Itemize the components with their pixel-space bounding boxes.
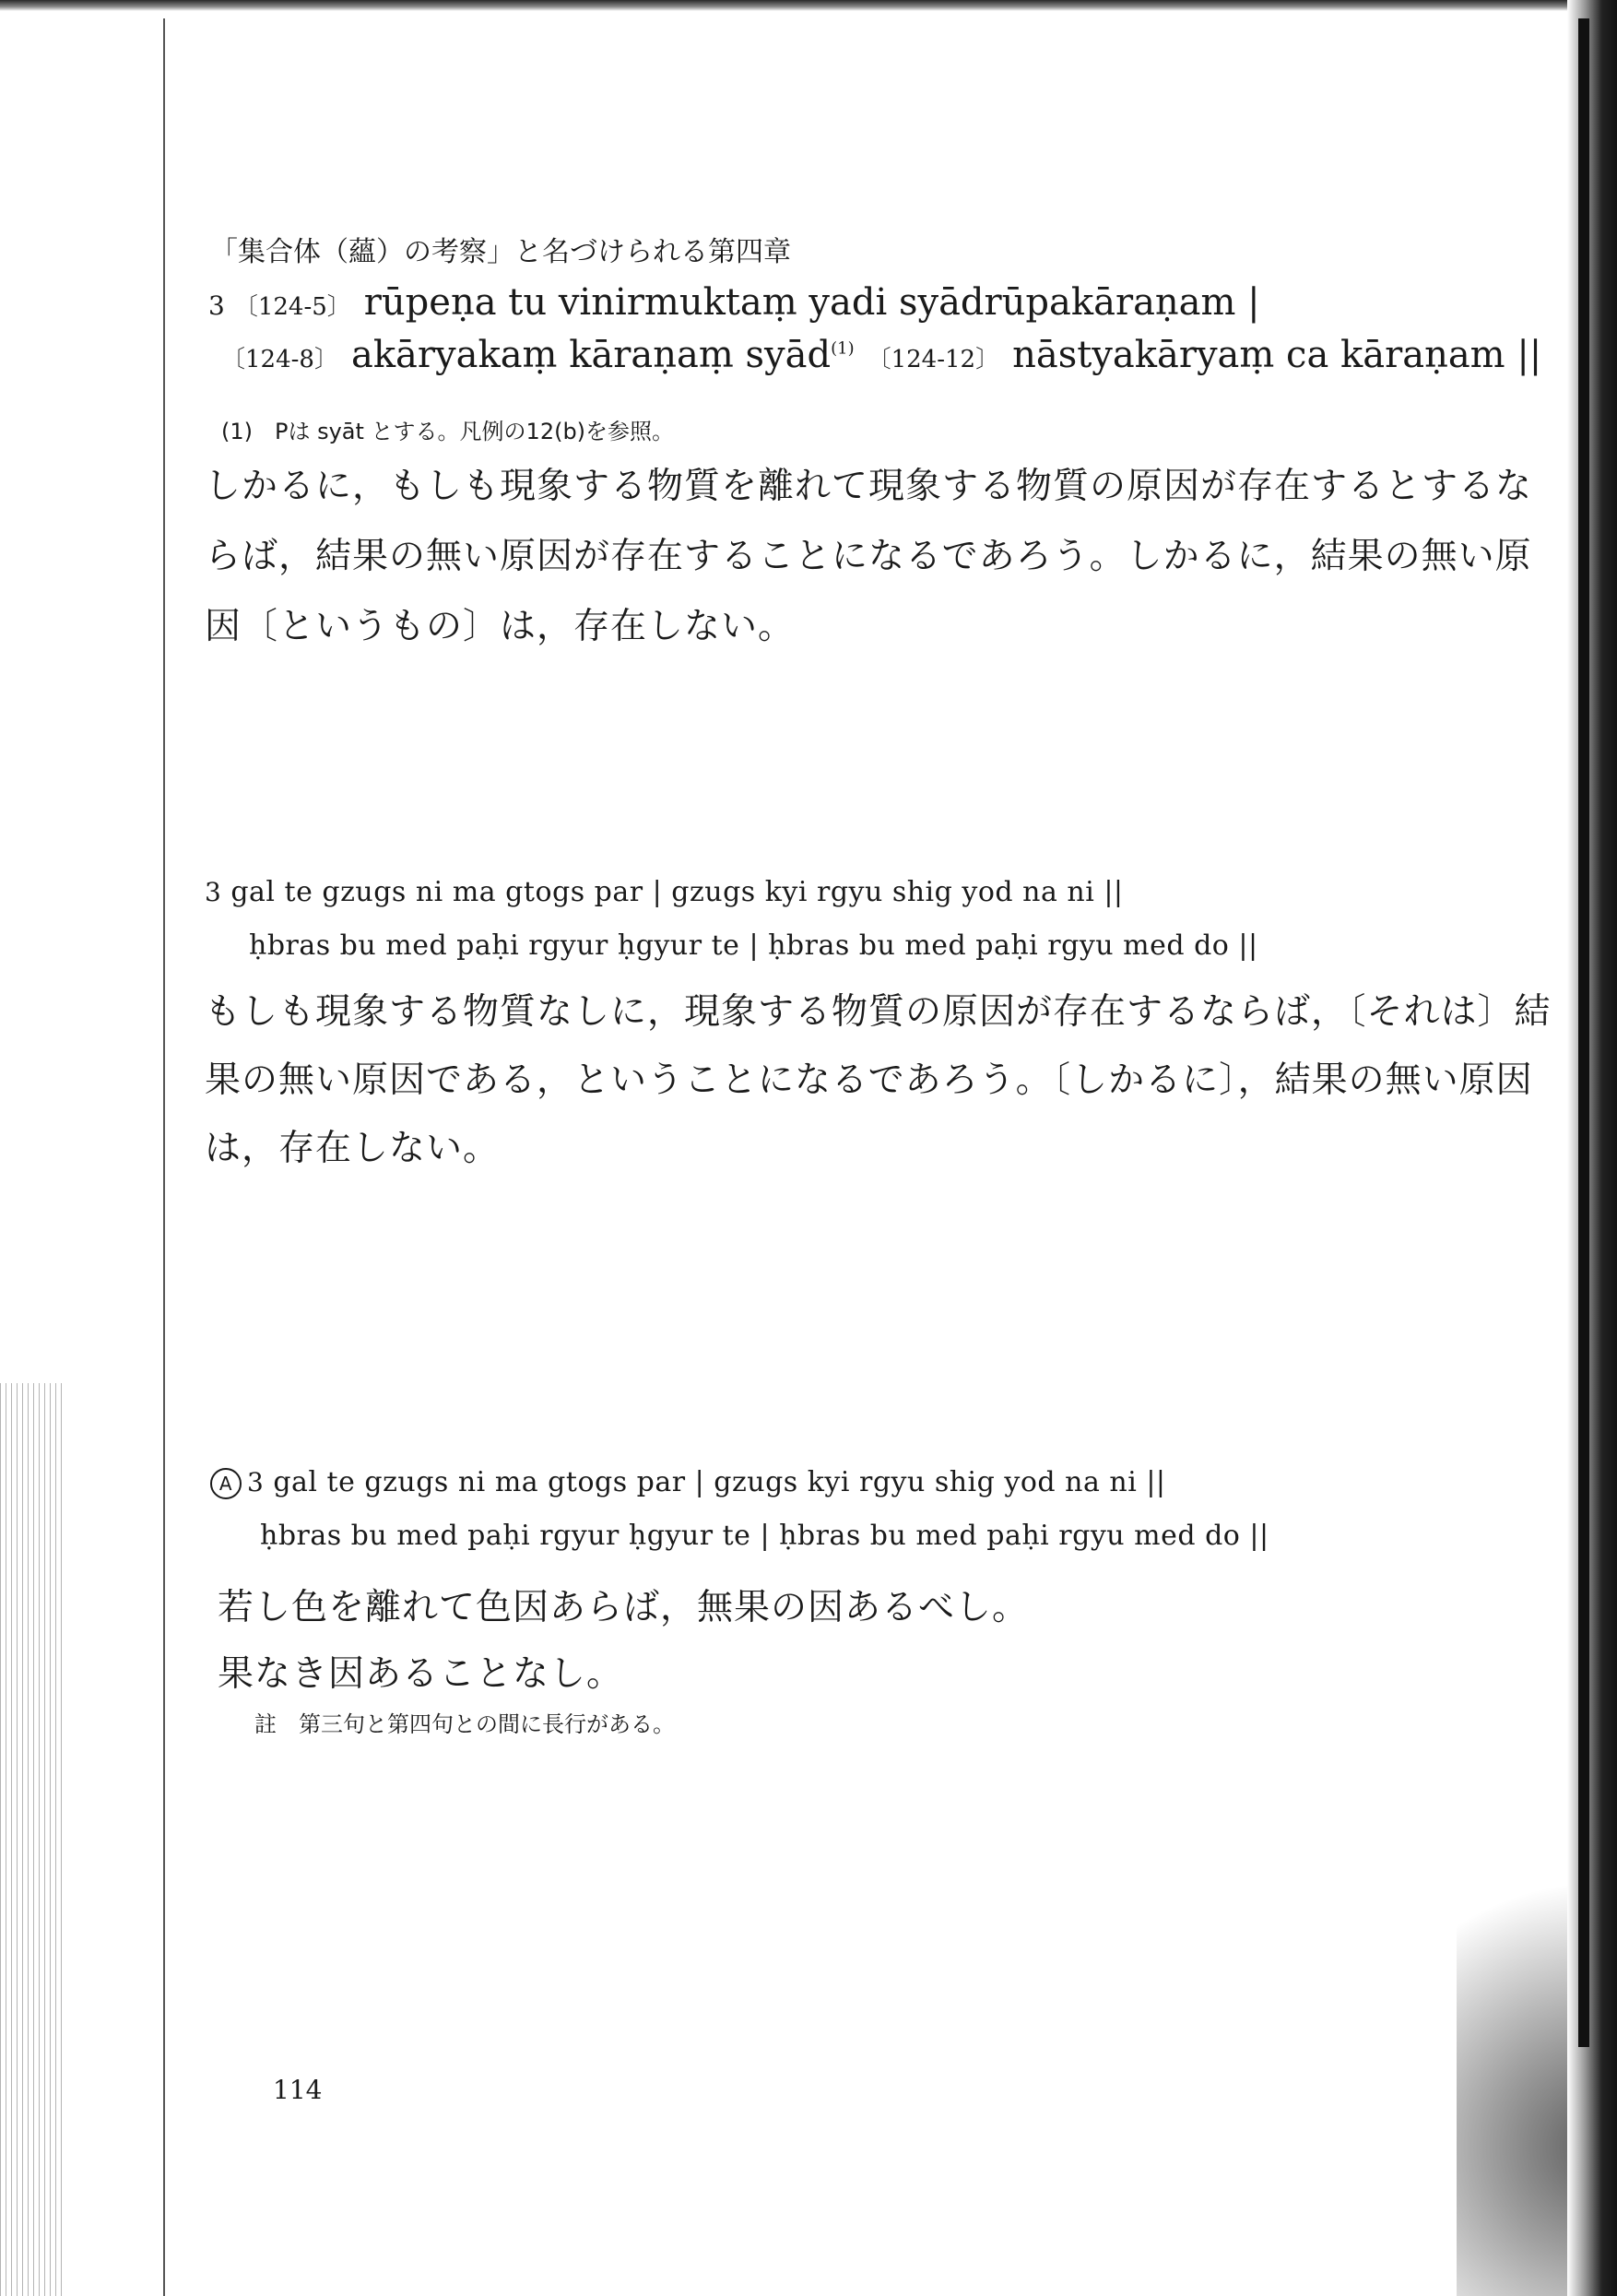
translation2-line-3: は，存在しない。 [205, 1128, 501, 1169]
sanskrit-line-1 [208, 281, 1260, 324]
scan-right-bar [1578, 18, 1589, 2047]
binding-rule [163, 18, 165, 2296]
scan-top-edge [0, 0, 1617, 11]
tibetan-text: gal te gzugs ni ma gtogs par | gzugs kyi rgyu shig yod na ni || [230, 876, 1124, 908]
tibetan2-line-1 [210, 1466, 1166, 1499]
translation2-line-2: 果の無い原因である，ということになるであろう。〔しかるに〕，結果の無い原因 [205, 1059, 1533, 1101]
tibetan2-line-2: ḥbras bu med paḥi rgyur ḥgyur te | ḥbras bu med paḥi rgyu med do || [260, 1520, 1269, 1552]
circled-a-marker: A [210, 1468, 242, 1499]
translation1-line-1: しかるに，もしも現象する物質を離れて現象する物質の原因が存在するとするな [205, 466, 1533, 507]
sanskrit-line-2 [221, 334, 1541, 376]
kanbun-line-2: 果なき因あることなし。 [218, 1653, 624, 1695]
sanskrit-text: rūpeṇa tu vinirmuktaṃ yadi syādrūpakāraṇam | [363, 281, 1260, 324]
footnote-mark: (1) [831, 338, 855, 359]
page-ref: 〔124-8〕 [221, 346, 338, 373]
tibetan1-line-2: ḥbras bu med paḥi rgyur ḥgyur te | ḥbras bu med paḥi rgyu med do || [249, 929, 1258, 962]
scan-left-speckle [0, 1383, 65, 2296]
verse-number: 3 [205, 877, 222, 907]
verse-number: 3 [247, 1467, 265, 1497]
sanskrit-text: nāstyakāryaṃ ca kāraṇam || [1012, 334, 1542, 376]
tibetan1-line-1 [205, 876, 1124, 908]
translation2-line-1: もしも現象する物質なしに，現象する物質の原因が存在するならば，〔それは〕結 [205, 991, 1552, 1033]
scan-right-shadow [1567, 0, 1617, 2296]
chapter-heading: 「集合体（蘊）の考察」と名づけられる第四章 [210, 236, 791, 268]
page-ref: 〔124-5〕 [233, 293, 351, 321]
kanbun-note: 註 第三句と第四句との間に長行がある。 [254, 1711, 675, 1737]
kanbun-line-1: 若し色を離れて色因あらば，無果の因あるべし。 [218, 1587, 1030, 1628]
sanskrit-text: akāryakaṃ kāraṇaṃ syād [350, 334, 832, 376]
translation1-line-3: 因〔というもの〕は，存在しない。 [205, 606, 796, 647]
footnote: (1) Pは syāt とする。凡例の12(b)を参照。 [221, 419, 675, 444]
verse-number: 3 [208, 290, 225, 321]
tibetan-text: gal te gzugs ni ma gtogs par | gzugs kyi rgyu shig yod na ni || [273, 1466, 1166, 1498]
translation1-line-2: らば，結果の無い原因が存在することになるであろう。しかるに，結果の無い原 [205, 536, 1532, 577]
page-ref: 〔124-12〕 [867, 346, 1000, 373]
page-number: 114 [273, 2075, 323, 2105]
